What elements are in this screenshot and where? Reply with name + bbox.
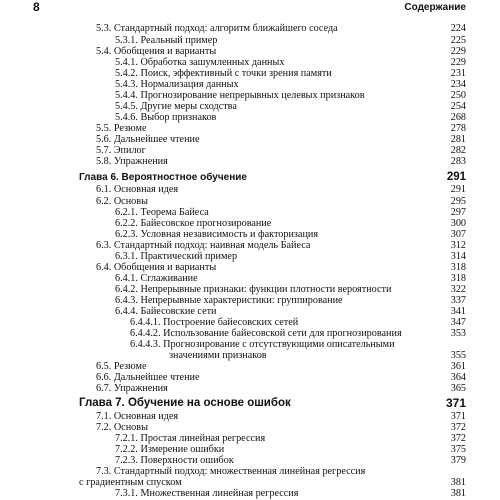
toc-entry-title: 5.8. Упражнения (96, 156, 168, 167)
toc-entry-title: 6.4. Обобщения и варианты (96, 262, 217, 273)
toc-entry-title: 5.4.1. Обработка зашумленных данных (115, 57, 285, 68)
toc-entry-title: 6.1. Основная идея (96, 184, 179, 195)
toc-entry (0, 184, 500, 196)
toc-entry-page: 254 (450, 101, 466, 112)
toc-entry-title: 5.3. Стандартный подход: алгоритм ближайшего соседа (96, 23, 338, 34)
toc-entry-title: 5.7. Эпилог (96, 145, 146, 156)
toc-entry-title: 6.4.2. Непрерывные признаки: функции плотности вероятности (115, 284, 392, 295)
toc-entry-title: 7.2.1. Простая линейная регрессия (115, 433, 266, 444)
running-header: Содержание (404, 2, 466, 13)
toc-entry-page: 375 (450, 444, 466, 455)
toc-entry-title: 5.5. Резюме (96, 123, 147, 134)
toc-entry-page: 291 (450, 184, 466, 195)
toc-entry-page: 282 (450, 145, 466, 156)
toc-entry-title: 5.4.6. Выбор признаков (115, 112, 217, 123)
page-number: 8 (33, 0, 40, 14)
toc-entry-page: 250 (450, 90, 466, 101)
toc-entry-page: 234 (450, 79, 466, 90)
toc-entry-page: 268 (450, 112, 466, 123)
toc-entry-page: 312 (450, 240, 466, 251)
toc-entry-title: 7.2.2. Измерение ошибки (115, 444, 225, 455)
toc-entry-page: 365 (450, 383, 466, 394)
toc-entry-title: 5.4.3. Нормализация данных (115, 79, 239, 90)
toc-entry-title: 6.3.1. Практический пример (115, 251, 238, 262)
toc-entry-page: 318 (450, 273, 466, 284)
toc-entry-title: 7.1. Основная идея (96, 411, 179, 422)
toc-entry (0, 488, 500, 500)
toc-entry-page: 381 (450, 488, 466, 499)
toc-entry-page: 381 (450, 477, 466, 488)
toc-entry-title: 6.4.4.2. Использование байесовской сети для прогнозирования (130, 328, 402, 339)
toc-entry-title: 5.4.4. Прогнозирование непрерывных целевых признаков (115, 90, 365, 101)
toc-entry-title: 5.4.5. Другие меры сходства (115, 101, 237, 112)
toc-entry-page: 224 (450, 23, 466, 34)
toc-entry-title: 6.2. Основы (96, 196, 148, 207)
toc-entry-title: 6.4.1. Сглаживание (115, 273, 198, 284)
toc-entry-page: 322 (450, 284, 466, 295)
toc-entry-title: 6.4.4.1. Построение байесовских сетей (130, 317, 299, 328)
toc-entry-page: 307 (450, 229, 466, 240)
toc-chapter-page: 371 (445, 396, 466, 410)
toc-chapter-page: 291 (446, 171, 466, 183)
toc-entry-title: 7.3. Стандартный подход: множественная линейная регрессия (96, 466, 366, 477)
toc-entry-page: 353 (450, 328, 466, 339)
toc-entry-title: 6.5. Резюме (96, 361, 147, 372)
toc-entry-page: 347 (450, 317, 466, 328)
toc-entry-title: 5.4. Обобщения и варианты (96, 46, 217, 57)
toc-entry-page: 281 (450, 134, 466, 145)
toc-entry-title: значениями признаков (169, 350, 267, 361)
toc-entry-title: 6.3. Стандартный подход: наивная модель Байеса (96, 240, 311, 251)
toc-chapter-title: Глава 7. Обучение на основе ошибок (79, 397, 291, 409)
toc-entry-page: 361 (450, 361, 466, 372)
toc-entry-title: 6.4.4. Байесовские сети (115, 306, 217, 317)
toc-entry-page: 229 (450, 57, 466, 68)
toc-entry-page: 341 (450, 306, 466, 317)
toc-entry-page: 364 (450, 372, 466, 383)
toc-chapter (0, 171, 500, 183)
toc-entry (0, 156, 500, 168)
toc-entry-title: 6.2.3. Условная независимость и факторизация (115, 229, 319, 240)
toc-entry-page: 225 (450, 35, 466, 46)
toc-entry-page: 297 (450, 207, 466, 218)
toc-entry-page: 283 (450, 156, 466, 167)
toc-entry-title: 6.2.2. Байесовское прогнозирование (115, 218, 272, 229)
toc-entry-title: 5.4.2. Поиск, эффективный с точки зрения памяти (115, 68, 332, 79)
toc-entry-title: 5.3.1. Реальный пример (115, 35, 218, 46)
toc-chapter (0, 397, 500, 409)
toc-entry-page: 337 (450, 295, 466, 306)
toc-entry-page: 379 (450, 455, 466, 466)
toc-entry-title: 5.6. Дальнейшее чтение (96, 134, 200, 145)
toc-entry-title: 7.2.3. Поверхности ошибок (115, 455, 234, 466)
toc-entry (0, 23, 500, 35)
toc-entry-page: 295 (450, 196, 466, 207)
toc-entry-title: 6.4.4.3. Прогнозирование с отсутствующими описательными (130, 339, 395, 350)
toc-entry-title: 6.4.3. Непрерывные характеристики: группирование (115, 295, 343, 306)
toc-entry-title: с градиентным спуском (79, 477, 182, 488)
toc-entry-title: 7.2. Основы (96, 422, 148, 433)
toc-chapter-title: Глава 6. Вероятностное обучение (79, 172, 247, 183)
toc-entry-page: 278 (450, 123, 466, 134)
toc-entry-page: 371 (450, 411, 466, 422)
toc-entry-page: 318 (450, 262, 466, 273)
toc-entry-page: 314 (450, 251, 466, 262)
toc-entry-title: 6.7. Упражнения (96, 383, 168, 394)
toc-entry-page: 231 (450, 68, 466, 79)
toc-entry-page: 355 (450, 350, 466, 361)
toc-entry (0, 383, 500, 395)
toc-entry-page: 300 (450, 218, 466, 229)
toc-entry-page: 372 (450, 422, 466, 433)
toc-entry-page: 229 (450, 46, 466, 57)
toc-entry-title: 7.3.1. Множественная линейная регрессия (115, 488, 299, 499)
toc-entry-title: 6.2.1. Теорема Байеса (115, 207, 209, 218)
toc-entry-title: 6.6. Дальнейшее чтение (96, 372, 200, 383)
toc-entry-page: 372 (450, 433, 466, 444)
